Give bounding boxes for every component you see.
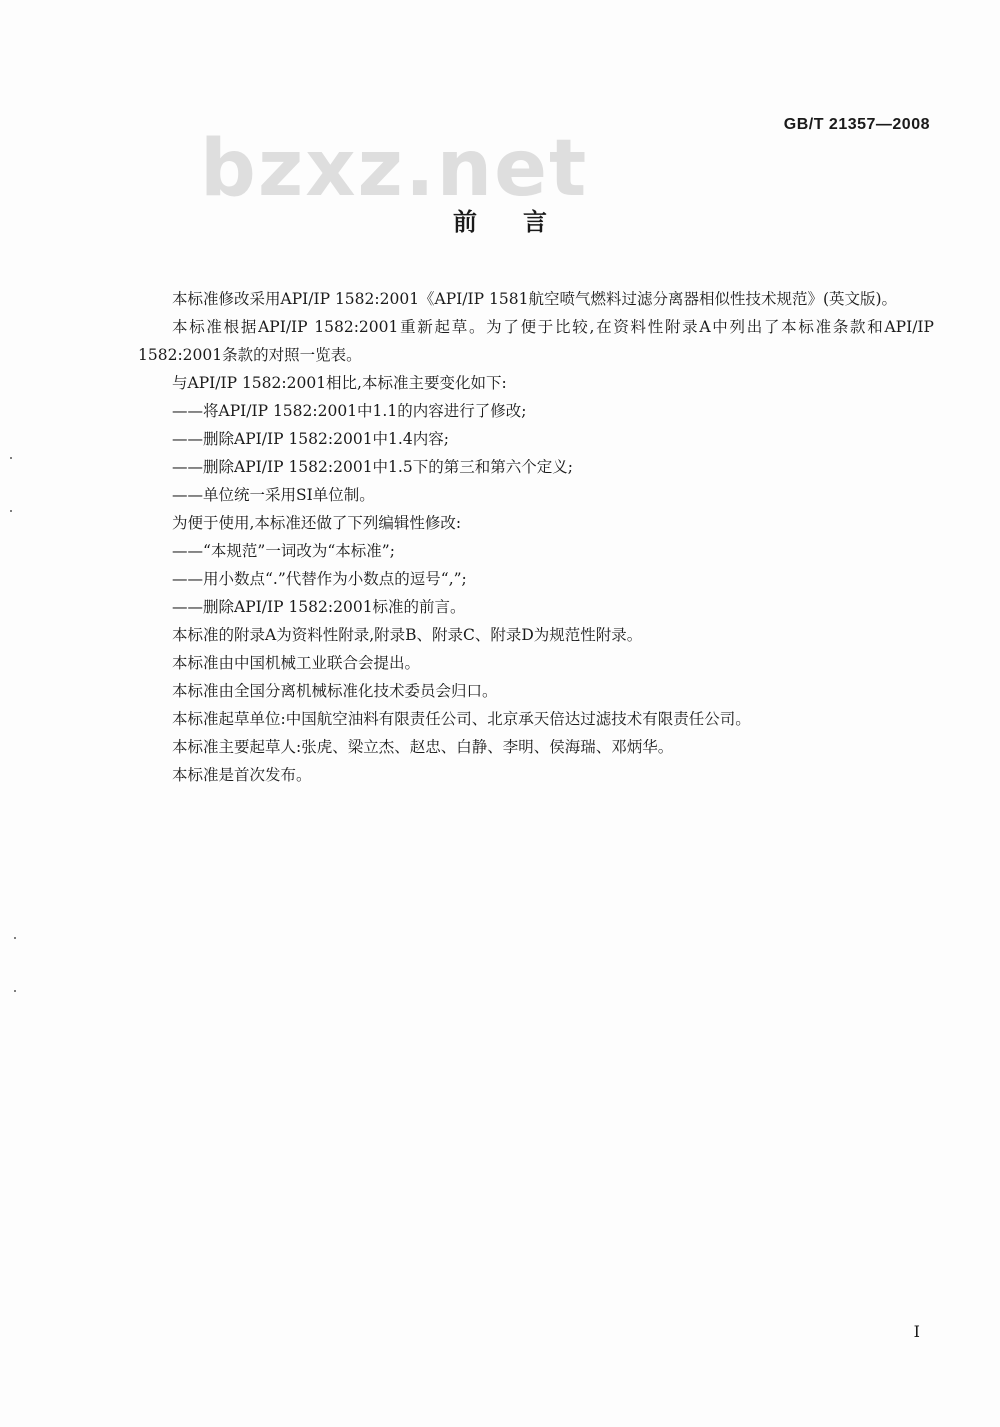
foreword-body bbox=[138, 285, 934, 789]
change-item: ——删除API/IP 1582:2001中1.5下的第三和第六个定义; bbox=[172, 458, 573, 476]
scan-speck bbox=[10, 510, 12, 512]
paragraph-proposer: 本标准由中国机械工业联合会提出。 bbox=[172, 654, 421, 672]
scan-speck bbox=[14, 990, 16, 992]
watermark: bzxz.net bbox=[200, 124, 589, 214]
paragraph-first-release: 本标准是首次发布。 bbox=[172, 766, 312, 784]
paragraph-adoption: 本标准修改采用API/IP 1582:2001《API/IP 1581航空喷气燃料过滤分离器相似性技术规范》(英文版)。 bbox=[172, 290, 898, 308]
edit-item: ——“本规范”一词改为“本标准”; bbox=[172, 542, 395, 560]
edit-item: ——删除API/IP 1582:2001标准的前言。 bbox=[172, 598, 466, 616]
paragraph-drafters: 本标准主要起草人:张虎、梁立杰、赵忠、白静、李明、侯海瑞、邓炳华。 bbox=[172, 738, 674, 756]
change-item: ——单位统一采用SI单位制。 bbox=[172, 486, 375, 504]
scan-speck bbox=[10, 457, 12, 459]
paragraph-changes-intro: 与API/IP 1582:2001相比,本标准主要变化如下: bbox=[172, 374, 507, 392]
scan-speck bbox=[14, 937, 16, 939]
page-number: I bbox=[913, 1322, 920, 1341]
edit-item: ——用小数点“.”代替作为小数点的逗号“,”; bbox=[172, 570, 467, 588]
standard-number: GB/T 21357—2008 bbox=[783, 116, 930, 133]
paragraph-edits-intro: 为便于使用,本标准还做了下列编辑性修改: bbox=[172, 514, 462, 532]
paragraph-committee: 本标准由全国分离机械标准化技术委员会归口。 bbox=[172, 682, 498, 700]
paragraph-redraft: 本标准根据API/IP 1582:2001重新起草。为了便于比较,在资料性附录A中列出了本标准条款和API/IP 1582:2001条款的对照一览表。 bbox=[138, 318, 934, 364]
page-title: 前言 bbox=[453, 208, 593, 236]
change-item: ——将API/IP 1582:2001中1.1的内容进行了修改; bbox=[172, 402, 527, 420]
change-item: ——删除API/IP 1582:2001中1.4内容; bbox=[172, 430, 449, 448]
paragraph-annexes: 本标准的附录A为资料性附录,附录B、附录C、附录D为规范性附录。 bbox=[172, 626, 643, 644]
paragraph-drafting-units: 本标准起草单位:中国航空油料有限责任公司、北京承天倍达过滤技术有限责任公司。 bbox=[172, 710, 751, 728]
